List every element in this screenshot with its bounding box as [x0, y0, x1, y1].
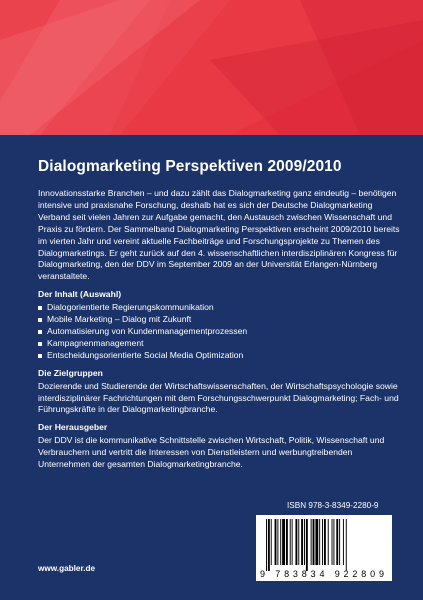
square-bullet-icon	[38, 354, 42, 358]
list-item	[38, 314, 400, 326]
square-bullet-icon	[38, 306, 42, 310]
barcode-bar	[286, 519, 288, 565]
barcode-bar	[301, 519, 303, 565]
barcode-bar	[306, 519, 308, 571]
publisher-url[interactable]: www.gabler.de	[38, 564, 96, 573]
contents-list	[38, 302, 400, 362]
barcode-bar	[346, 519, 347, 571]
barcode-bar	[322, 519, 323, 565]
barcode-bar	[298, 519, 299, 565]
list-item	[38, 338, 400, 350]
cover-graphic	[0, 0, 423, 135]
list-item-label: Automatisierung von Kundenmanagementprozessen	[47, 325, 248, 336]
square-bullet-icon	[38, 330, 42, 334]
publisher-heading: Der Herausgeber	[38, 422, 108, 433]
barcode-bar	[292, 519, 293, 565]
back-cover-text	[38, 158, 400, 471]
barcode-bar	[315, 519, 318, 565]
isbn-label: ISBN 978-3-8349-2280-9	[287, 501, 379, 510]
barcode-bar	[319, 519, 320, 565]
list-item	[38, 350, 400, 362]
list-item	[38, 302, 400, 314]
list-item-label: Dialogorientierte Regierungskommunikation	[47, 302, 214, 313]
contents-heading: Der Inhalt (Auswahl)	[38, 289, 122, 300]
barcode-bar	[313, 519, 315, 565]
list-item-label: Mobile Marketing – Dialog mit Zukunft	[47, 314, 192, 325]
book-title: Dialogmarketing Perspektiven 2009/2010	[38, 158, 342, 175]
barcode-bars	[256, 515, 392, 581]
barcode-digits: 9 783834 922809	[260, 569, 384, 579]
barcode-bar	[266, 519, 267, 571]
publisher-text: Der DDV ist die kommunikative Schnittstelle zwischen Wirtschaft, Politik, Wissenschaft und Verbrauchern und vertritt die Interessen von Dienstleistern und werbungtreibenden Unternehmen der gesamten Dialogmarketingbranche.	[38, 435, 385, 470]
barcode-bar	[333, 519, 334, 565]
barcode-bar	[280, 519, 281, 565]
square-bullet-icon	[38, 318, 42, 322]
list-item	[38, 326, 400, 338]
barcode-bar	[332, 519, 333, 565]
barcode-bar	[268, 519, 270, 571]
barcode	[256, 515, 392, 581]
barcode-bar	[311, 519, 312, 565]
audience-heading: Die Zielgruppen	[38, 367, 103, 378]
audience-text: Dozierende und Studierende der Wirtschaftswissenschaften, der Wirtschaftspsychologie sowie interdisziplinärer Fachrichtungen mit dem Forschungsschwerpunkt Dialogmarketing; Fach- und Führungskräfte in der Dialogmarketingbranche.	[38, 380, 399, 415]
intro-text: Innovationsstarke Branchen – und dazu zählt das Dialogmarketing ganz eindeutig – benötigen intensive und praxisnahe Forschung, deshalb hat es sich der Deutsche Dialogmarketing Verband seit vielen Jahren zur Aufgabe gemacht, den Austausch zwischen Wissenschaft und Praxis zu fördern. Der Sammelband Dialogmarketing Perspektiven erscheint 2009/2010 bereits im vierten Jahr und vereint aktuelle Fachbeiträge und Forschungsprojekte zu Themen des Dialogmarketings. Er geht zurück auf den 4. wissenschaftlichen interdisziplinären Kongress für Dialogmarketing, den der DDV im September 2009 an der Universität Erlangen-Nürnberg veranstaltete.	[38, 188, 400, 282]
barcode-bar	[336, 519, 338, 565]
barcode-bar	[328, 519, 329, 565]
barcode-bar	[275, 519, 277, 565]
barcode-bar	[304, 519, 305, 565]
barcode-bar	[271, 519, 272, 565]
barcode-bar	[277, 519, 278, 565]
list-item-label: Entscheidungsorientierte Social Media Optimization	[47, 349, 244, 360]
barcode-bar	[295, 519, 297, 565]
geometric-stripes	[0, 0, 423, 135]
barcode-bar	[343, 519, 344, 565]
list-item-label: Kampagnenmanagement	[47, 337, 144, 348]
barcode-bar	[324, 519, 326, 565]
barcode-bar	[282, 519, 285, 565]
barcode-bar	[339, 519, 340, 565]
square-bullet-icon	[38, 342, 42, 346]
barcode-bar	[290, 519, 291, 565]
